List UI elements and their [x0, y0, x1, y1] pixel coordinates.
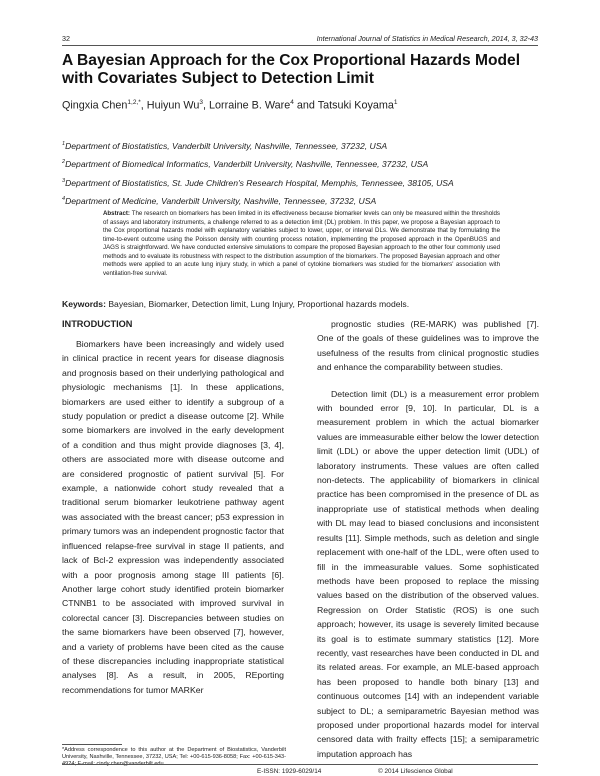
abstract: [103, 210, 500, 278]
abstract-text: The research on biomarkers has been limited in its effectiveness because biomarker levels can only be measured within the thresholds of assays and laboratory instruments, a challenge referred to as a detection limit (DL) problem. In this paper, we propose a Bayesian approach to the Cox proportional hazards model with explanatory variables subject to lower, upper, or interval DLs. We demonstrate that by formulating the time-to-event outcome using the Poisson density with counting process notation, implementing the proposed approach in the OpenBUGS and JAGS is straightforward. We have conducted extensive simulations to compare the proposed Bayesian approach to the other four commonly used methods and to evaluate its robustness with respect to the distribution assumption of the biomarkers. The proposed Bayesian approach and other methods were applied to an acute lung injury study, in which a panel of cytokine biomarkers was studied for the biomarkers' association with ventilation-free survival.: [103, 210, 500, 277]
copyright: © 2014 Lifescience Global: [378, 768, 453, 775]
author-separator: and: [293, 99, 318, 112]
author-affiliation-mark: 1,2,*: [127, 99, 141, 106]
right-column: [317, 317, 539, 761]
body-paragraph: Biomarkers have been increasingly and widely used in clinical practice in recent years for disease diagnosis and prognosis based on their underlying pathological and physiologic mechanisms [1]. In these applications, biomarkers are used either to identify a subgroup of a study population or predict a disease outcome [2]. While some biomarkers are involved in the early development of a condition and thus might provide diagnoses [3, 4], others are associated more with disease outcome and are considered prognostic of patient survival [5]. For example, a nationwide cohort study revealed that a traditional serum biomarker leukotriene pathway agent was associated with the breast cancer; p53 expression in primary tumors was an independent prognostic factor that influenced relapse-free survival in stage II patients, and lack of Bcl-2 expression was independently associated with a poor prognosis among stage III patients [6]. Another large cohort study identified protein biomarker CTNNB1 to be associated with improved survival in colorectal cancer [3]. Discrepancies between studies on the same biomarkers have been observed [7], however, and a variety of problems have been cited as the cause of these discrepancies including inappropriate statistical analyses [8]. As a result, in 2005, REporting recommendations for tumor MARKer: [62, 339, 284, 695]
author-affiliation-mark: 1: [393, 99, 398, 106]
affiliation: $^4$Department of Medicine, Vanderbilt University, Nashville, Tennessee, 37232, USA: [62, 195, 377, 206]
page-footer: [62, 764, 538, 775]
affiliation-list: [62, 136, 538, 209]
keywords-label: Keywords:: [62, 299, 106, 309]
author-name: Huiyun Wu: [146, 99, 200, 112]
author-name: Qingxia Chen: [62, 99, 128, 112]
page-number: 32: [62, 34, 70, 43]
correspondence-footnote: *Address correspondence to this author at the Department of Biostatistics, Vanderbilt University, Nashville, Tennessee, 37232, USA; Tel: +00-615-936-8058; Fax: +00-615-343-4924; E-mail: cindy.chen@vanderbilt.edu: [62, 747, 286, 768]
body-paragraph: prognostic studies (RE-MARK) was published [7]. One of the goals of these guidelines was to improve the usefulness of the results from clinical prognostic studies and enhance the comparability between studies.: [317, 319, 539, 373]
journal-citation: International Journal of Statistics in Medical Research, 2014, 3, 32-43: [316, 34, 538, 43]
abstract-label: Abstract:: [103, 210, 130, 217]
footnote-rule: [62, 744, 122, 745]
author-affiliation-mark: 3: [199, 99, 204, 106]
author-affiliation-mark: 4: [290, 99, 294, 106]
author-list: [62, 99, 542, 112]
affiliation: $^3$Department of Biostatistics, St. Jude Children's Research Hospital, Memphis, Tennessee, 38105, USA: [62, 177, 454, 188]
keywords: [62, 299, 542, 309]
affiliation: $^1$Department of Biostatistics, Vanderbilt University, Nashville, Tennessee, 37232, USA: [62, 140, 388, 151]
issn: E-ISSN: 1929-6029/14: [257, 768, 322, 775]
author-separator: ,: [140, 99, 147, 112]
author-separator: ,: [203, 99, 210, 112]
author-name: Lorraine B. Ware: [209, 99, 291, 112]
affiliation: $^2$Department of Biomedical Informatics, Vanderbilt University, Nashville, Tennessee, 37232, USA: [62, 159, 429, 170]
article-title: A Bayesian Approach for the Cox Proportional Hazards Model with Covariates Subject to Detection Limit: [62, 52, 521, 87]
body-paragraph: Detection limit (DL) is a measurement error problem with bounded error [9, 10]. In particular, DL is a measurement problem in which the actual biomarker values are immeasurable either below the lower detection limit (LDL) or above the upper detection limit (UDL) of laboratory instruments. These values are often called non-detects. The applicability of biomarkers in clinical practice has been compromised in the presence of DL as inappropriate use of statistical methods when dealing with DL may lead to biased conclusions and inconsistent results [11]. Simple methods, such as deletion and single replacement with one-half of the LDL, were often used to fill in the immeasurable values. Some sophisticated methods have been proposed to replace the missing values based on the distribution of the observed values. Regression on Order Statistic (ROS) is one such approach; however, its usage is severely limited because its goal is to estimate summary statistics [12]. More recently, vast researches have been conducted in DL and its related areas. For example, an MLE-based approach has been proposed to handle both binary [13] and continuous outcomes [14] with an independent variable subject to DL; a semiparametric Bayesian method was proposed under proportional hazards model for interval censored data with frailty effects [15]; a semiparametric imputation approach has: [317, 388, 539, 759]
keywords-text: Bayesian, Biomarker, Detection limit, Lung Injury, Proportional hazards models.: [108, 299, 410, 309]
author-name: Tatsuki Koyama: [317, 99, 394, 112]
running-header: [62, 33, 538, 46]
section-heading: INTRODUCTION: [62, 319, 133, 329]
left-column: [62, 317, 284, 697]
